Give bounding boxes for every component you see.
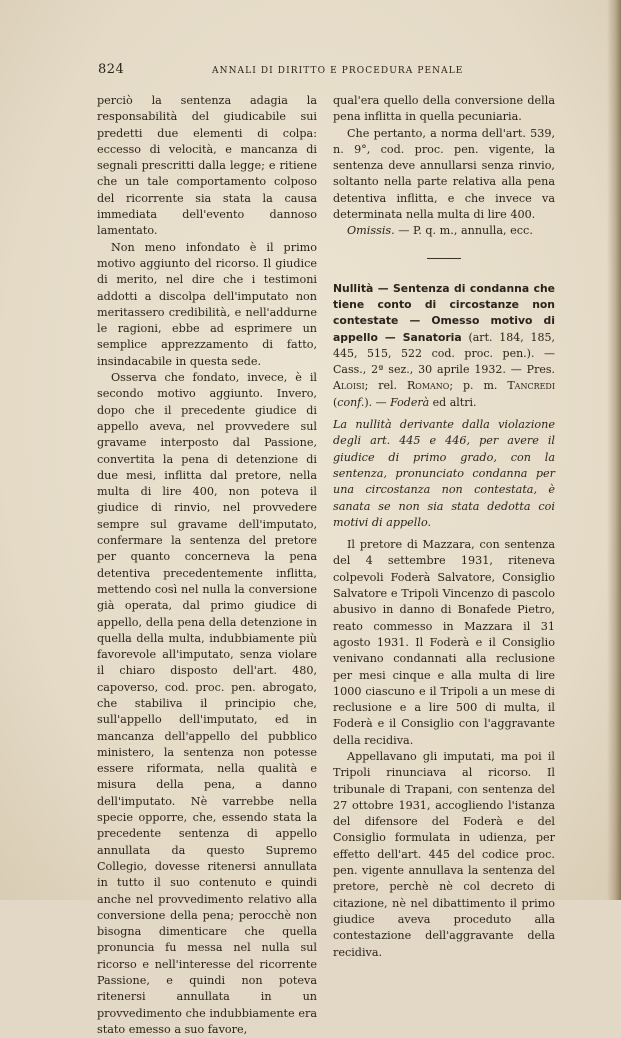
paragraph: Osserva che fondato, invece, è il secondo motivo aggiunto. Invero, dopo che il precedente giudice di appello aveva, nel provvedere sul gravame interposto dal Passione, convertita la pena di detenzione di due mesi, inflitta dal pretore, nella multa di lire 400, non poteva il giudice di rinvio, nel provvedere sempre sul gravame dell'imputato, confermare la sentenza del pretore per quanto concerneva la pena detentiva precedentemente inflitta, mettendo così nel nulla la conversione già operata, dal primo giudice di appello, della pena della detenzione in quella della multa, indubbiamente più favorevole all'imputato, senza violare il chiaro disposto dell'art. 480, capoverso, cod. proc. pen. abrogato, che stabiliva il principio che, sull'appello dell'imputato, ed in mancanza dell'appello del pubblico ministero, la sentenza non potesse essere riformata, nella qualità e misura della pena, a danno dell'imputato. Nè varrebbe nella specie opporre, che, essendo stata la precedente sentenza di appello annullata da questo Supremo Collegio, dovesse ritenersi annullata in tutto il suo contenuto e quindi anche nel provvedimento relativo alla conversione della pena; perocchè non bisogna dimenticare che quella pronuncia fu messa nel nulla sul ricorso e nell'interesse del ricorrente Passione, e quindi non poteva ritenersi annullata in un provvedimento che indubbiamente era stato emesso a suo favore, bbox=[97, 371, 317, 1036]
headnote: La nullità derivante dalla violazione degli art. 445 e 446, per avere il giudice di primo grado, con la sentenza, pronunciato condanna per una circostanza non contestata, è sanata se non sia stata dedotta coi motivi di appello. bbox=[333, 418, 555, 529]
page-edge-shadow bbox=[607, 0, 621, 900]
rapporteur-name: Romano bbox=[406, 379, 450, 393]
case-citation-end: ed altri. bbox=[429, 395, 477, 409]
paragraph: Appellavano gli imputati, ma poi il Tripoli rinunciava al ricorso. Il tribunale di Trapani, con sentenza del 27 ottobre 1931, accogliendo l'istanza del difensore del Foderà e del Consiglio formulata in udienza, per effetto dell'art. 445 del codice proc. pen. vigente annullava la sentenza del pretore, perchè nè col decreto di citazione, nè nel dibattimento il primo giudice aveva proceduto alla contestazione dell'aggravante della recidiva. bbox=[333, 749, 555, 959]
conf-note: conf. bbox=[337, 395, 365, 409]
omissis-label: Omissis. bbox=[347, 224, 395, 238]
omissis-text: — P. q. m., annulla, ecc. bbox=[394, 224, 533, 238]
case-citation-sep: ). — bbox=[364, 395, 391, 409]
section-divider bbox=[427, 258, 461, 259]
president-name: Aloisi bbox=[333, 379, 365, 393]
paragraph: Che pertanto, a norma dell'art. 539, n. 9°, cod. proc. pen. vigente, la sentenza deve annullarsi senza rinvio, soltanto nella parte relativa alla pena detentiva inflitta, e che invece va determinata nella multa di lire 400. bbox=[333, 126, 555, 222]
right-column bbox=[333, 93, 555, 961]
case-citation-sep: ; p. m. bbox=[449, 379, 508, 393]
omissis-line bbox=[333, 223, 555, 239]
party-name: Foderà bbox=[390, 395, 430, 409]
case-citation-sep: ; rel. bbox=[364, 379, 407, 393]
case-heading bbox=[333, 281, 555, 411]
paragraph: qual'era quello della conversione della pena inflitta in quella pecuniaria. bbox=[333, 94, 555, 124]
case-citation-sep: ( bbox=[333, 395, 338, 409]
running-head: ANNALI DI DIRITTO E PROCEDURA PENALE bbox=[212, 66, 464, 76]
page-number: 824 bbox=[98, 62, 125, 77]
paragraph: Il pretore di Mazzara, con sentenza del 4 settembre 1931, riteneva colpevoli Foderà Salvatore, Consiglio Salvatore e Tripoli Vincenzo di pascolo abusivo in danno di Bonafede Pietro, reato commesso in Mazzara il 31 agosto 1931. Il Foderà e il Consiglio venivano condannati alla reclusione per mesi cinque e alla multa di lire 1000 ciascuno e il Tripoli a un mese di reclusione e a lire 500 di multa, il Foderà e il Consiglio con l'aggravante della recidiva. bbox=[333, 538, 555, 747]
left-column bbox=[97, 93, 317, 1038]
case-citation: (art. 184, 185, 445, 515, 522 cod. proc. pen.). — Cass., 2ª sez., 30 aprile 1932. — Pres. bbox=[333, 330, 556, 377]
prosecutor-name: Tancredi bbox=[507, 379, 556, 393]
paragraph: perciò la sentenza adagia la responsabilità del giudicabile sui predetti due elementi di colpa: eccesso di velocità, e mancanza di segnali prescritti dalla legge; e ritiene che un tale comportamento colposo del ricorrente sia stata la causa immediata dell'evento dannoso lamentato. bbox=[97, 94, 317, 238]
paragraph: Non meno infondato è il primo motivo aggiunto del ricorso. Il giudice di merito, nel dire che i testimoni addotti a discolpa dell'imputato non meritassero credibilità, e nell'addurne le ragioni, ebbe ad esprimere un semplice apprezzamento di fatto, insindacabile in questa sede. bbox=[97, 240, 317, 368]
case-heading-bold: Nullità — Sentenza di condanna che tiene conto di circostanze non contestate — Omesso motivo di appello — Sanatoria bbox=[333, 281, 555, 344]
